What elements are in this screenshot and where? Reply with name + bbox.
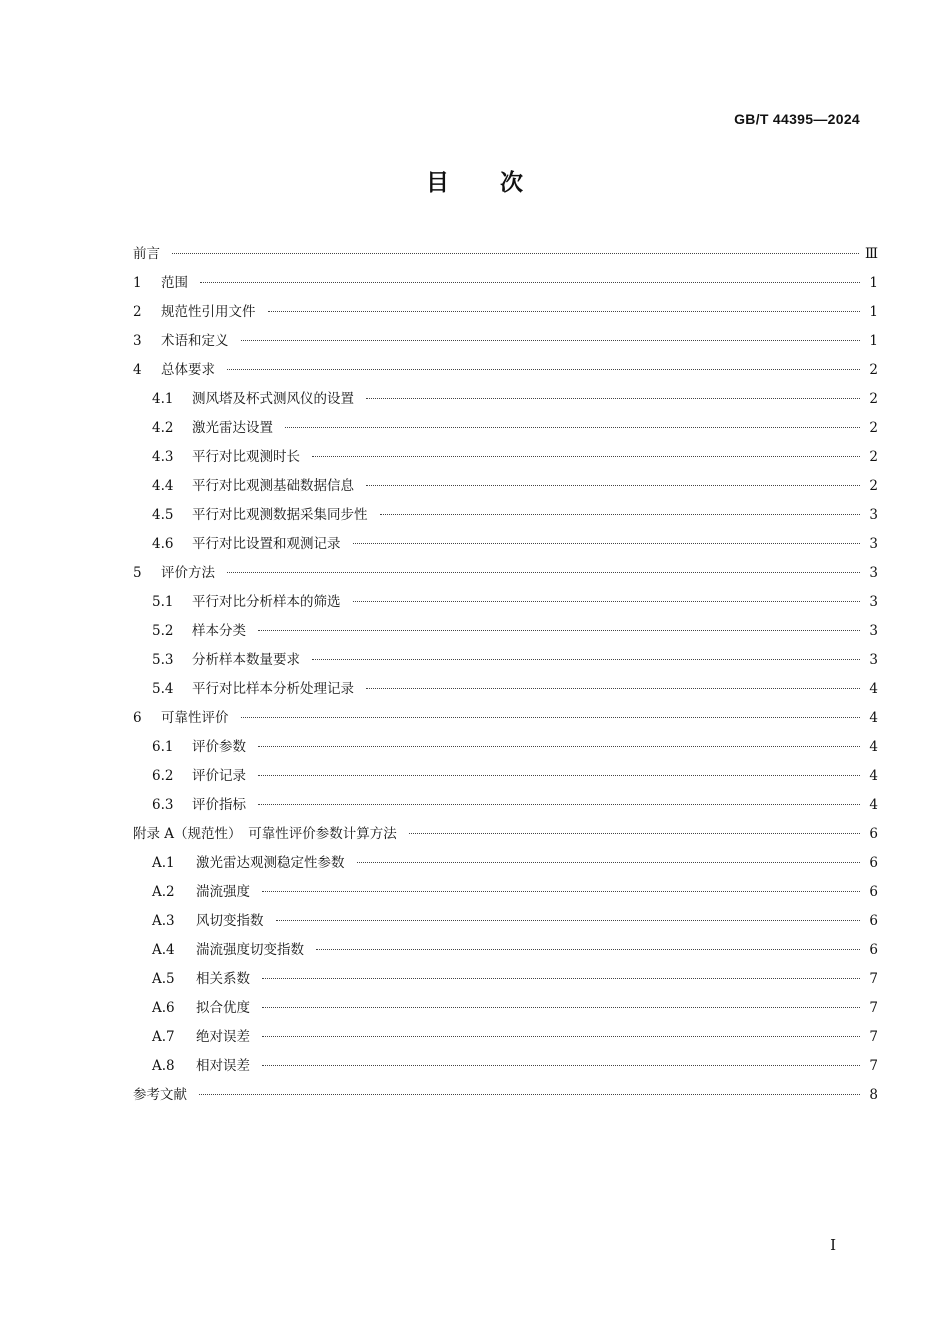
toc-entry-page: 3: [869, 507, 878, 523]
dot-leader: [366, 398, 860, 399]
toc-entry-number: 5.2: [152, 623, 174, 639]
toc-entry-page: 4: [869, 739, 878, 755]
dot-leader: [258, 630, 860, 631]
toc-entry[interactable]: [133, 356, 878, 385]
toc-entry-number: 6.3: [152, 797, 174, 813]
toc-entry-number: 4.5: [152, 507, 174, 523]
toc-entry-page: 2: [869, 362, 878, 378]
toc-entry[interactable]: [133, 414, 878, 443]
toc-entry-page: 3: [869, 565, 878, 581]
toc-entry-page: 6: [869, 942, 878, 958]
toc-entry[interactable]: [133, 849, 878, 878]
toc-entry-number: 3: [133, 333, 142, 349]
toc-entry[interactable]: [133, 269, 878, 298]
toc-entry-number: 1: [133, 275, 142, 291]
toc-entry-number: A.1: [152, 855, 175, 871]
toc-entry-number: 2: [133, 304, 142, 320]
toc-entry-label: 激光雷达设置: [192, 420, 273, 436]
toc-entry-page: 3: [869, 623, 878, 639]
dot-leader: [409, 833, 860, 834]
dot-leader: [316, 949, 860, 950]
toc-entry-page: Ⅲ: [864, 246, 878, 262]
toc-entry-page: 2: [869, 478, 878, 494]
toc-entry-page: 6: [869, 913, 878, 929]
toc-entry[interactable]: [133, 385, 878, 414]
toc-entry-page: 2: [869, 391, 878, 407]
toc-entry-page: 6: [869, 884, 878, 900]
toc-entry-page: 7: [869, 1058, 878, 1074]
toc-entry-number: 4.1: [152, 391, 174, 407]
toc-entry-page: 2: [869, 420, 878, 436]
dot-leader: [227, 369, 860, 370]
toc-entry-page: 4: [869, 710, 878, 726]
toc-entry-label: 平行对比观测时长: [192, 449, 300, 465]
dot-leader: [258, 746, 860, 747]
toc-entry-label: 风切变指数: [196, 913, 264, 929]
dot-leader: [227, 572, 860, 573]
toc-entry-label: 分析样本数量要求: [192, 652, 300, 668]
toc-entry[interactable]: [133, 617, 878, 646]
dot-leader: [241, 717, 861, 718]
toc-entry-label: 湍流强度: [196, 884, 250, 900]
toc-entry-label: 平行对比观测数据采集同步性: [192, 507, 368, 523]
dot-leader: [258, 804, 860, 805]
toc-entry-label: 参考文献: [133, 1087, 187, 1103]
toc-entry[interactable]: [133, 530, 878, 559]
toc-entry-number: 4.2: [152, 420, 174, 436]
toc-entry-number: A.7: [152, 1029, 175, 1045]
toc-entry-number: 4.6: [152, 536, 174, 552]
dot-leader: [366, 688, 860, 689]
toc-entry-page: 3: [869, 536, 878, 552]
dot-leader: [199, 1094, 860, 1095]
dot-leader: [268, 311, 861, 312]
dot-leader: [241, 340, 861, 341]
toc-entry-number: 4: [133, 362, 142, 378]
toc-entry-label: 相对误差: [196, 1058, 250, 1074]
toc-entry[interactable]: [133, 675, 878, 704]
toc-entry-page: 7: [869, 1029, 878, 1045]
toc-entry[interactable]: [133, 298, 878, 327]
title-char-2: 次: [500, 170, 524, 196]
toc-entry[interactable]: [133, 878, 878, 907]
toc-entry-label: 规范性引用文件: [161, 304, 256, 320]
dot-leader: [276, 920, 861, 921]
toc-entry-page: 4: [869, 797, 878, 813]
toc-entry[interactable]: [133, 820, 878, 849]
toc-entry-label: 前言: [133, 246, 160, 262]
toc-entry-label: 拟合优度: [196, 1000, 250, 1016]
dot-leader: [312, 456, 860, 457]
toc-entry-label: 评价参数: [192, 739, 246, 755]
toc-entry[interactable]: [133, 965, 878, 994]
dot-leader: [172, 253, 859, 254]
toc-entry[interactable]: [133, 733, 878, 762]
toc-entry-label: 平行对比设置和观测记录: [192, 536, 341, 552]
toc-entry-label: 样本分类: [192, 623, 246, 639]
toc-entry-label: 湍流强度切变指数: [196, 942, 304, 958]
toc-entry-number: A.2: [152, 884, 175, 900]
dot-leader: [380, 514, 861, 515]
toc-entry-label: 绝对误差: [196, 1029, 250, 1045]
toc-entry-label: 激光雷达观测稳定性参数: [196, 855, 345, 871]
dot-leader: [262, 891, 860, 892]
dot-leader: [200, 282, 860, 283]
toc-entry-number: 4.3: [152, 449, 174, 465]
toc-entry-page: 7: [869, 971, 878, 987]
dot-leader: [353, 543, 861, 544]
toc-entry[interactable]: [133, 791, 878, 820]
toc-entry-number: A.5: [152, 971, 175, 987]
toc-entry-label: 可靠性评价: [161, 710, 229, 726]
toc-entry-number: 6.2: [152, 768, 174, 784]
toc-entry-page: 4: [869, 768, 878, 784]
toc-entry[interactable]: [133, 762, 878, 791]
dot-leader: [285, 427, 860, 428]
toc-entry-page: 6: [869, 855, 878, 871]
toc-entry-number: A.6: [152, 1000, 175, 1016]
toc-entry-number: 6: [133, 710, 142, 726]
toc-entry[interactable]: [133, 907, 878, 936]
dot-leader: [262, 1007, 860, 1008]
toc-entry-label: 总体要求: [161, 362, 215, 378]
toc-entry-number: A.3: [152, 913, 175, 929]
toc-entry-label: 评价方法: [161, 565, 215, 581]
toc-entry-label: 评价指标: [192, 797, 246, 813]
standard-code: GB/T 44395—2024: [734, 111, 860, 127]
toc-entry[interactable]: [133, 1023, 878, 1052]
toc-entry-page: 3: [869, 652, 878, 668]
dot-leader: [262, 1036, 860, 1037]
toc-entry-number: A.4: [152, 942, 175, 958]
toc-entry-page: 1: [869, 304, 878, 320]
dot-leader: [366, 485, 860, 486]
dot-leader: [262, 1065, 860, 1066]
toc-entry[interactable]: [133, 472, 878, 501]
toc-entry-page: 4: [869, 681, 878, 697]
toc-entry-number: 5.3: [152, 652, 174, 668]
toc-entry-label: 附录 A（规范性） 可靠性评价参数计算方法: [133, 826, 397, 842]
page-title: [0, 164, 950, 197]
toc-entry-label: 测风塔及杯式测风仪的设置: [192, 391, 354, 407]
toc-entry[interactable]: [133, 994, 878, 1023]
dot-leader: [353, 601, 861, 602]
table-of-contents: [133, 240, 878, 1110]
page-folio: Ⅰ: [830, 1236, 836, 1254]
toc-entry[interactable]: [133, 327, 878, 356]
dot-leader: [258, 775, 860, 776]
toc-entry-label: 范围: [161, 275, 188, 291]
toc-entry-page: 1: [869, 275, 878, 291]
toc-entry[interactable]: [133, 646, 878, 675]
toc-entry-label: 相关系数: [196, 971, 250, 987]
toc-entry-label: 评价记录: [192, 768, 246, 784]
toc-entry-page: 3: [869, 594, 878, 610]
toc-entry-page: 2: [869, 449, 878, 465]
toc-entry[interactable]: [133, 443, 878, 472]
toc-entry-page: 7: [869, 1000, 878, 1016]
toc-entry-number: A.8: [152, 1058, 175, 1074]
dot-leader: [262, 978, 860, 979]
toc-entry-page: 6: [869, 826, 878, 842]
dot-leader: [312, 659, 860, 660]
title-char-1: 目: [426, 170, 450, 196]
toc-entry-number: 5: [133, 565, 142, 581]
toc-entry-page: 8: [869, 1087, 878, 1103]
toc-entry[interactable]: [133, 559, 878, 588]
toc-entry[interactable]: [133, 501, 878, 530]
dot-leader: [357, 862, 861, 863]
toc-entry[interactable]: [133, 240, 878, 269]
toc-entry[interactable]: [133, 588, 878, 617]
toc-entry-label: 平行对比观测基础数据信息: [192, 478, 354, 494]
toc-entry-number: 5.4: [152, 681, 174, 697]
toc-entry-label: 平行对比样本分析处理记录: [192, 681, 354, 697]
toc-entry-label: 平行对比分析样本的筛选: [192, 594, 341, 610]
toc-entry-label: 术语和定义: [161, 333, 229, 349]
toc-entry[interactable]: [133, 1052, 878, 1081]
toc-entry[interactable]: [133, 1081, 878, 1110]
toc-entry-number: 6.1: [152, 739, 174, 755]
toc-entry[interactable]: [133, 704, 878, 733]
toc-entry-page: 1: [869, 333, 878, 349]
toc-entry-number: 4.4: [152, 478, 174, 494]
toc-entry-number: 5.1: [152, 594, 174, 610]
toc-entry[interactable]: [133, 936, 878, 965]
